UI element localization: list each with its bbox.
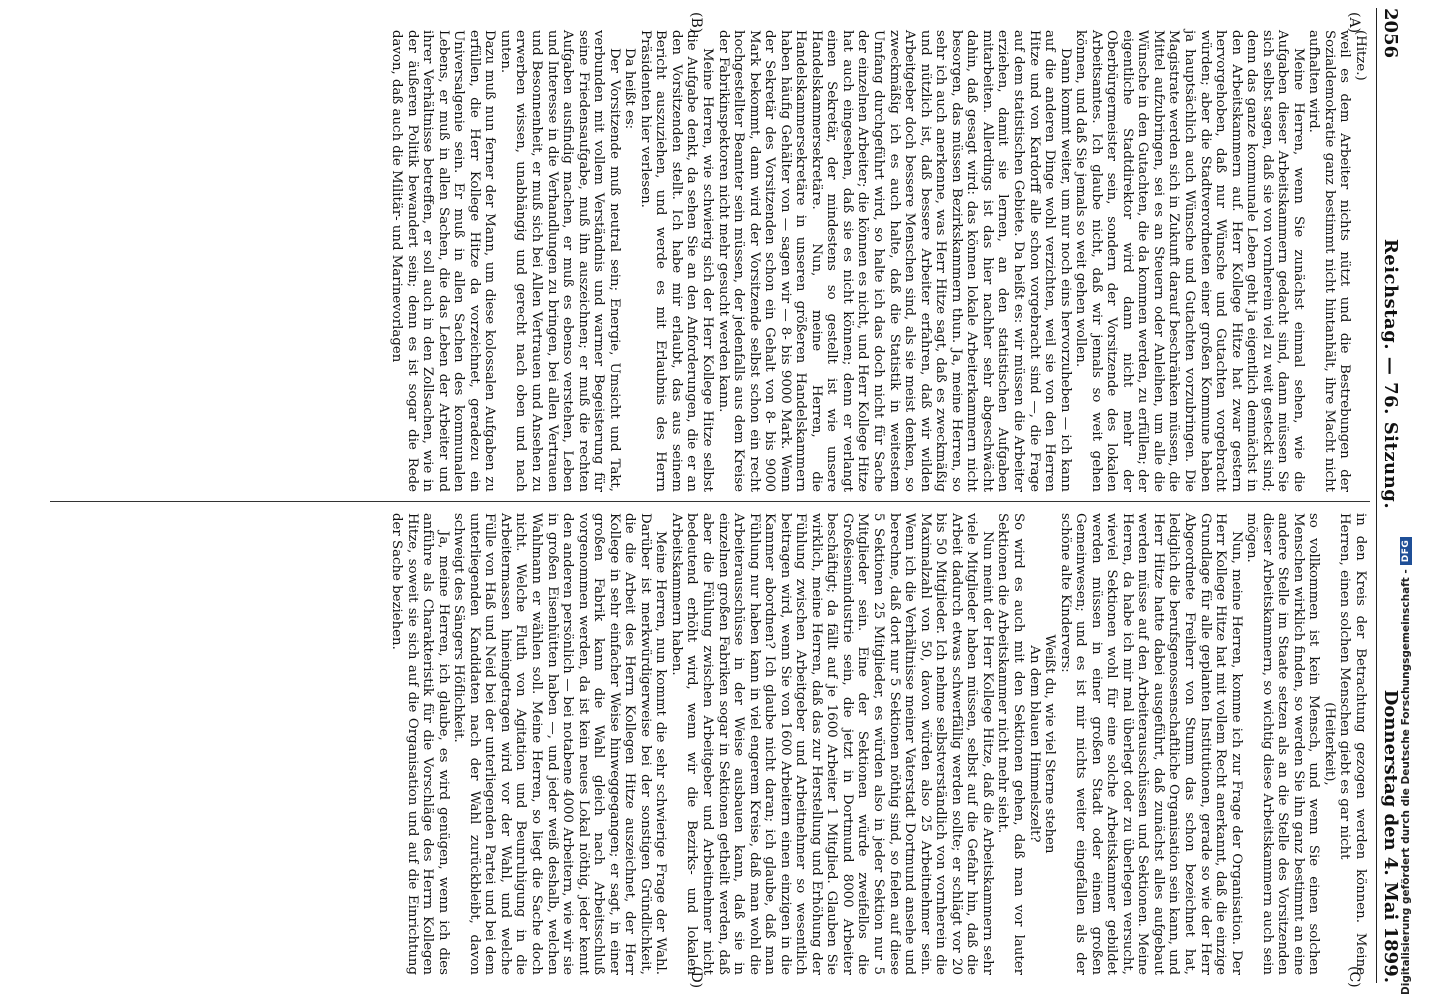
paragraph: (Hitze.) (1353, 30, 1368, 81)
rotated-page (40, 8, 1420, 989)
paragraph: in den Kreis der Betrachtung gezogen werden können. Meine Herren, einen solchen Menschen giebt es gar nicht (1337, 513, 1368, 975)
paragraph: Nun meint der Herr Kollege Hitze, daß die Arbeitskammern sehr viele Mitglieder haben müssen, selbst auf die Gefahr hin, daß die Arbeit dadurch etwas schwerfällig werden sollte; er schlägt vor 20 bis 50 Mitglieder. Ich nehme selbstverständlich von vornherein die Maximalzahl von 50, davon würden also 25 Arbeitnehmer sein. Wenn ich die Verhältnisse meiner Vaterstadt Dortmund ansehe und berechne, daß dort nur 5 Sektionen nöthig sind, so fielen auf diese 5 Sektionen 25 Mitglieder, es würden also in jeder Sektion nur 5 Mitglieder sein. Eine der Sektionen würde zweifellos die Großeisenindustrie sein, die jetzt in Dortmund 8000 Arbeiter beschäftigt; da fällt auf je 1600 Arbeiter 1 Mitglied. Glauben Sie wirklich, meine Herren, daß das zur Herstellung und Erhöhung der Fühlung zwischen Arbeitgeber und Arbeitnehmer so wesentlich beitragen wird, wenn Sie von 1600 Arbeitern einen einzigen in die Kammer abordnen? Ich glaube nicht daran; ich glaube, daß man Fühlung nur haben kann in viel engerem Kreise, daß man wohl die Arbeiterausschüsse in der Weise ausbauen kann, daß sie in einzelnen großen Fabriken sogar in Sektionen getheilt werden, daß aber die Fühlung zwischen Arbeitgeber und Arbeitnehmer nicht bedeutend erhöht wird, wenn wir die Bezirks- und lokalen Arbeitskammern haben. (668, 513, 995, 975)
paragraph: Weißt du, wie viel Sterne stehen (1042, 634, 1058, 854)
paragraph: Ja, meine Herren, ich glaube, es wird genügen, wenn ich dies anführe als Charakteristik für die Vorschläge des Herrn Kollegen Hitze, soweit sie sich auf die Organisation und auf die Einrichtung der Sache beziehen. (389, 513, 451, 975)
paragraph: Dann kommt weiter, um nur noch eins hervorzuheben — ich kann auf die anderen Dinge wohl verzichten, weil sie von den Herren Hitze und von Kardorff alle schon vorgebracht sind —, die Frage auf dem statistischen Gebiete. Da heißt es: wir müssen die Arbeiter erziehen, damit sie lernen, an den statistischen Aufgaben mitarbeiten. Allerdings ist das hier nachher sehr abgeschwächt dahin, daß gesagt wird: das können lokale Arbeiterkammern nicht besorgen, das müssen Bezirkskammern thun. Ja, meine Herren, so sehr ich auch anerkenne, was Herr Hitze sagt, daß es zweckmäßig und nützlich ist, daß bessere Arbeiter erfahren, daß wir wilden Arbeitgeber doch bessere Menschen sind, als sie meist denken, so zweckmäßig ich es auch halte, daß die Statistik in weitestem Umfang durchgeführt wird, so halte ich das doch nicht für Sache der einzelnen Arbeiter; die können es nicht, und Herr Kollege Hitze hat auch eingesehen, daß sie es nicht können; denn er verlangt einen Sekretär, der mindestens so gestellt ist wie unsere Handelskammersekretäre. Nun, meine Herren, die Handelskammersekretäre in unseren größeren Handelskammern haben häufig Gehälter von — sagen wir — 8- bis 9000 Mark. Wenn der Sekretär des Vorsitzenden schon ein Gehalt von 8- bis 9000 Mark bekommt, dann wird der Vorsitzende selbst schon ein recht hochgestellter Beamter sein müssen, der jedenfalls aus dem Kreise der Fabrikinspektoren nicht mehr gesucht werden kann. (715, 30, 1073, 492)
paragraph: Dazu muß nun ferner der Mann, um diese kolossalen Aufgaben zu erfüllen, die Herr Kollege Hitze da vorzeichnet, geradezu ein Universalgenie sein. Er muß in allen Sachen des kommunalen Lebens, er muß in allen Sachen, die das Leben der Arbeiter und ihrer Verhältnisse betreffen, er soll auch in den Zollsachen, wie in der äußeren Politik bewandert sein; denn es ist sogar die Rede davon, daß auch die Militär- und Marinevorlagen (389, 30, 498, 492)
margin-mark-d: (D) (688, 966, 704, 989)
paragraph: An dem blauen Himmelszelt? (1026, 645, 1042, 843)
dfg-logo: DFG (1400, 537, 1412, 566)
margin-mark-a: (A) (1346, 12, 1362, 34)
page-date: Donnerstag den 4. Mai 1899. (1380, 689, 1401, 983)
margin-mark-b: (B) (688, 12, 704, 34)
paragraph: Der Vorsitzende muß neutral sein; Energie, Umsicht und Takt, verbunden mit vollem Verständnis und warmer Begeisterung für seine Friedensaufgabe, muß ihn auszeichnen; er muß die rechten Aufgaben ausfindig machen, er muß es ebenso verstehen, Leben und Interesse in die Verhandlungen zu bringen, bei allen Vertrauen und Besonnenheit, er muß sich bei Allen Vertrauen und Ansehen zu erwerben wissen, unabhängig und gerecht nach oben und nach unten. (497, 30, 622, 492)
paragraph: weil es dem Arbeiter nichts nützt und die Bestrebungen der Sozialdemokratie ganz bestimmt nicht hintanhält, ihre Macht nicht aufhalten wird. (1306, 30, 1353, 492)
paragraph: (Heiterkeit), (1321, 702, 1337, 786)
paragraph: Meine Herren, wenn Sie zunächst einmal sehen, wie die Aufgaben dieser Arbeitskammern gedacht sind, dann müssen Sie sich selbst sagen, daß sie von vornherein viel zu weit gesteckt sind; denn das ganze kommunale Leben geht ja eigentlich demnächst in den Arbeitskammern auf. Herr Kollege Hitze hat zwar gestern hervorgehoben, daß nur Wünsche und Gutachten vorgebracht würden; aber die Stadtverordneten einer großen Kommune haben ja hauptsächlich auch Wünsche und Gutachten vorzubringen. Die Magistrate werden sich in Zukunft darauf beschränken müssen, die Mittel aufzubringen, sei es an Steuern oder Anleihen, um alle die Wünsche in den Gutachten, die da kommen werden, zu erfüllen; der eigentliche Stadtdirektor wird dann nicht mehr der Oberbürgermeister sein, sondern der Vorsitzende des lokalen Arbeitsamtes. Ich glaube nicht, daß wir jemals so weit gehen können, und daß Sie jemals so weit gehen wollen. (1073, 30, 1306, 492)
paragraph: Nun, meine Herren, komme ich zur Frage der Organisation. Der Herr Kollege Hitze hat mit vollem Recht anerkannt, daß die einzige Grundlage für alle geplanten Institutionen, gerade so wie der Herr Abgeordnete Freiherr von Stumm das schon bezeichnet hat, lediglich die berufsgenossenschaftliche Organisation sein kann, und Herr Hitze hatte dabei ausgeführt, daß zunächst alles aufgebaut werden müsse auf den Arbeiterausschüssen und Sektionen. Meine Herren, da habe ich mir mal überlegt oder zu überlegen versucht, wieviel Sektionen wohl für eine solche Arbeitskammer gebildet werden müssen in einer großen Stadt oder einem großen Gemeinwesen; und es ist mir nichts weiter eingefallen als der schöne alte Kindervers: (1057, 513, 1244, 975)
margin-mark-c: (C) (1346, 966, 1362, 988)
paragraph: Meine Herren, wie schwierig sich der Herr Kollege Hitze selbst die Aufgabe denkt, da sehen Sie an den Anforderungen, die er an den Vorsitzenden stellt. Ich habe mir erlaubt, das aus seinem Bericht auszuziehen, und werde es mit Erlaubnis des Herrn Präsidenten hier verlesen. (637, 30, 716, 492)
column-divider (50, 501, 1370, 502)
paragraph: So wird es auch mit den Sektionen gehen, daß man vor lauter Sektionen die Arbeitskammer nicht mehr sieht. (995, 513, 1026, 975)
credit-text: Digitalisierung gefördert durch die Deutsche Forschungsgemeinschaft - (1400, 569, 1412, 995)
page-number: 2056 (1380, 8, 1401, 59)
running-header (1376, 8, 1420, 983)
digitization-credit (1400, 537, 1412, 995)
page-title: Reichstag. — 76. Sitzung. (1380, 238, 1401, 510)
paragraph: Da heißt es: (622, 48, 638, 130)
paragraph: Meine Herren, nun kommt die sehr schwierige Frage der Wahl. Darüber ist merkwürdigerweise bei der sonstigen Gründlichkeit, die die Arbeit des Herrn Kollegen Hitze auszeichnet, der Herr Kollege in sehr einfacher Weise hinweggegangen; er sagt, in einer großen Fabrik kann die Wahl gleich nach Arbeitsschluß vorgenommen werden, da ist kein neues Lokal nöthig, jeder kennt den anderen persönlich — bei notabene 4000 Arbeitern, wie wir sie in großen Eisenhütten haben —, und jeder weiß deshalb, welchen Wahlmann er wählen soll. Meine Herren, so liegt die Sache doch nicht. Welche Fluth von Agitation und Beunruhigung in die Arbeitermassen hineingetragen wird vor der Wahl, und welche Fülle von Haß und Neid bei der unterliegenden Partei und bei dem unterliegenden Kandidaten nach der Wahl zurückbleibt, davon schweigt des Sängers Höflichkeit. (451, 513, 669, 975)
right-text-column (50, 513, 1368, 975)
left-text-column (50, 30, 1368, 492)
paragraph: so vollkommen ist kein Mensch, und wenn Sie einen solchen Menschen wirklich finden, so werden Sie ihn ganz bestimmt an eine andere Stelle im Staate setzen als an die Stelle des Vorsitzenden dieser Arbeitskammern, so wichtig diese Arbeitskammern auch sein mögen. (1244, 513, 1322, 975)
